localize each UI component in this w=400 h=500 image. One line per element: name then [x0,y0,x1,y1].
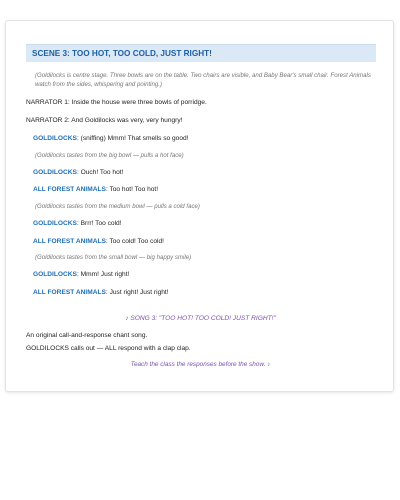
dialogue-line [33,168,123,177]
stage-direction: (Goldilocks tastes from the small bowl — big happy smile) [35,254,192,261]
dialogue-line [33,219,122,228]
dialogue-text: : Too hot! Too hot! [105,186,159,193]
scene-title: SCENE 3: TOO HOT, TOO COLD, JUST RIGHT! [26,44,376,62]
song-description: GOLDILOCKS calls out — ALL respond with a clap clap. [26,345,191,352]
speaker-name: GOLDILOCKS [33,169,77,176]
teaching-note: Teach the class the responses before the show. ♪ [130,361,271,368]
dialogue-line [33,237,164,246]
speaker-name: GOLDILOCKS [33,271,77,278]
stage-direction: (Goldilocks tastes from the big bowl — pulls a hot face) [35,152,184,159]
dialogue-text: : Just right! Just right! [105,289,169,296]
speaker-name: ALL FOREST ANIMALS [33,238,106,245]
dialogue-text: : Ouch! Too hot! [76,169,124,176]
dialogue-line [33,185,158,194]
dialogue-line [33,134,189,143]
dialogue-text: : Brrr! Too cold! [76,220,122,227]
narration-line: NARRATOR 1: Inside the house were three bowls of porridge. [26,99,207,106]
speaker-name: ALL FOREST ANIMALS [33,289,106,296]
speaker-name: GOLDILOCKS [33,220,77,227]
dialogue-text: : Mmm! Just right! [76,271,130,278]
script-page [5,20,394,392]
song-title: ♪ SONG 3: "TOO HOT! TOO COLD! JUST RIGHT!" [125,315,276,322]
narration-line: NARRATOR 2: And Goldilocks was very, very hungry! [26,117,183,124]
dialogue-line [33,288,169,297]
speaker-name: ALL FOREST ANIMALS [33,186,106,193]
stage-direction: (Goldilocks tastes from the medium bowl — pulls a cold face) [35,203,200,210]
dialogue-line [33,270,129,279]
dialogue-text: : (sniffing) Mmm! That smells so good! [76,135,189,142]
speaker-name: GOLDILOCKS [33,135,77,142]
stage-direction: (Goldilocks is centre stage. Three bowls are on the table. Two chairs are visible, and Baby Bear's small chair. Forest Animals watch from the sides, whispering and pointing.) [35,72,371,88]
song-description: An original call-and-response chant song. [26,332,148,339]
dialogue-text: : Too cold! Too cold! [105,238,164,245]
